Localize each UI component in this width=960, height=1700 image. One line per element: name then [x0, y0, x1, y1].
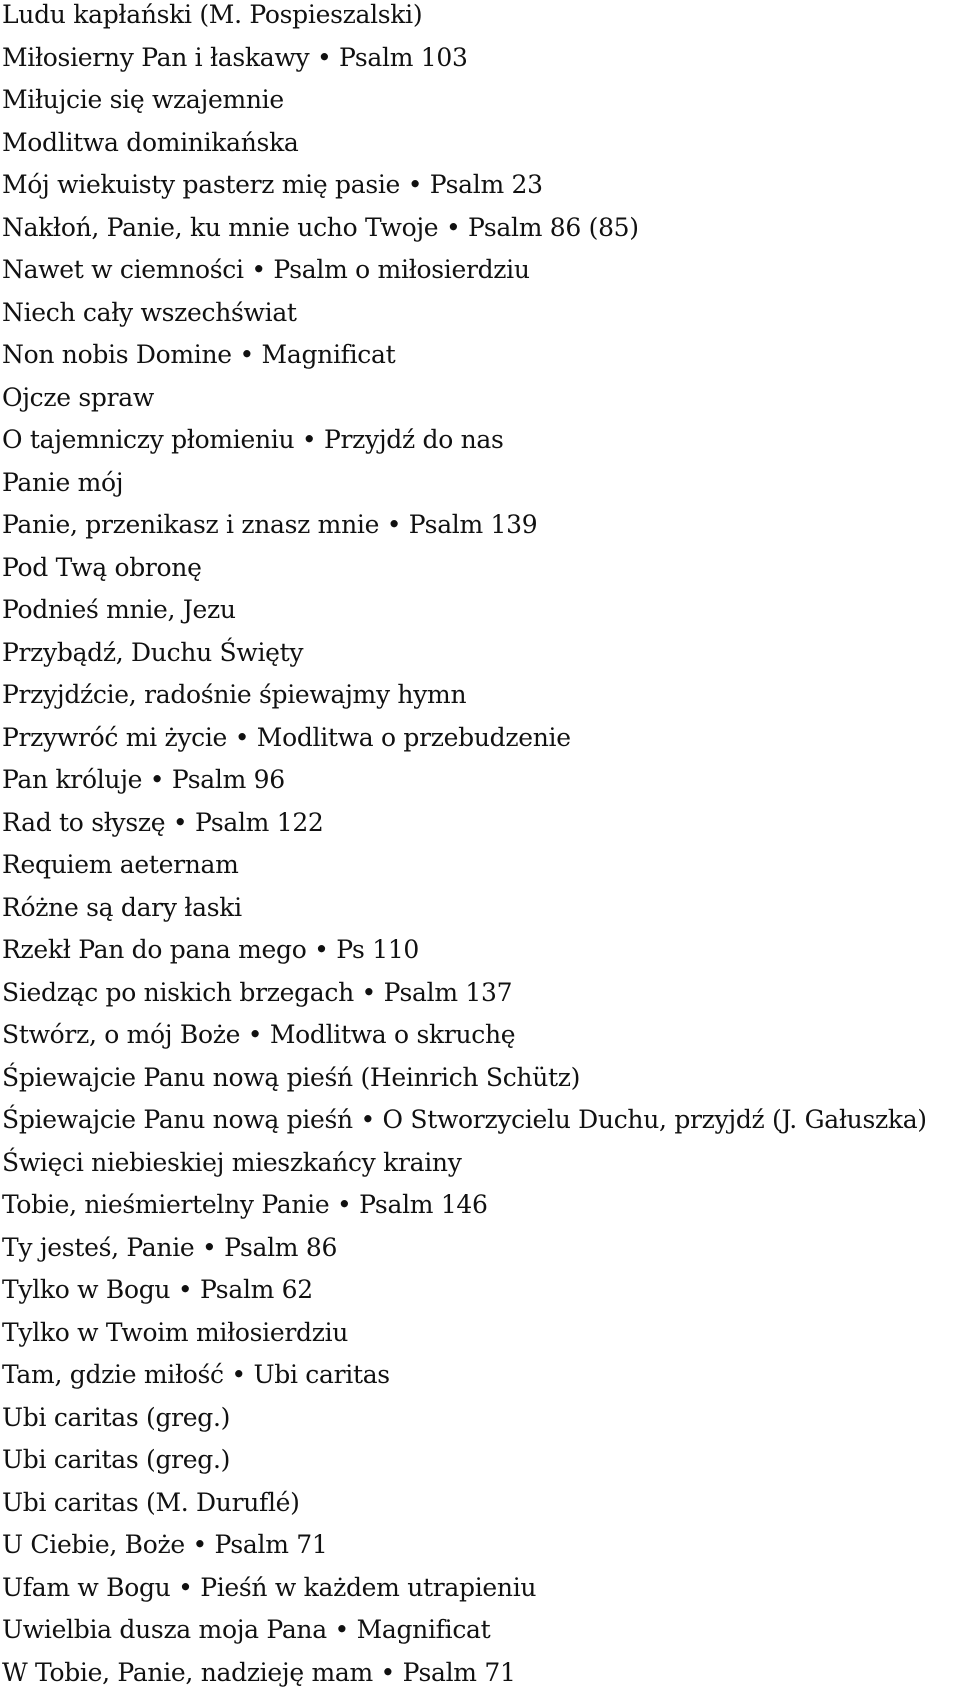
- list-item: Pod Twą obronę: [0, 553, 960, 596]
- list-item: Śpiewajcie Panu nową pieśń • O Stworzycielu Duchu, przyjdź (J. Gałuszka): [0, 1105, 960, 1148]
- list-item: Ty jesteś, Panie • Psalm 86: [0, 1233, 960, 1276]
- list-item: Requiem aeternam: [0, 850, 960, 893]
- list-item: Ufam w Bogu • Pieśń w każdem utrapieniu: [0, 1573, 960, 1616]
- list-item: Przywróć mi życie • Modlitwa o przebudzenie: [0, 723, 960, 766]
- list-item: Ubi caritas (M. Duruflé): [0, 1488, 960, 1531]
- list-item: Tylko w Bogu • Psalm 62: [0, 1275, 960, 1318]
- list-item: W Tobie, Panie, nadzieję mam • Psalm 71: [0, 1658, 960, 1700]
- list-item: Ojcze spraw: [0, 383, 960, 426]
- list-item: Ubi caritas (greg.): [0, 1445, 960, 1488]
- list-item: Mój wiekuisty pasterz mię pasie • Psalm 23: [0, 170, 960, 213]
- list-item: Modlitwa dominikańska: [0, 128, 960, 171]
- list-item: Podnieś mnie, Jezu: [0, 595, 960, 638]
- list-item: Święci niebieskiej mieszkańcy krainy: [0, 1148, 960, 1191]
- list-item: Różne są dary łaski: [0, 893, 960, 936]
- list-item: Tam, gdzie miłość • Ubi caritas: [0, 1360, 960, 1403]
- list-item: U Ciebie, Boże • Psalm 71: [0, 1530, 960, 1573]
- list-item: Nakłoń, Panie, ku mnie ucho Twoje • Psalm 86 (85): [0, 213, 960, 256]
- list-item: Tobie, nieśmiertelny Panie • Psalm 146: [0, 1190, 960, 1233]
- list-item: Miłujcie się wzajemnie: [0, 85, 960, 128]
- list-item: Przyjdźcie, radośnie śpiewajmy hymn: [0, 680, 960, 723]
- list-item: Miłosierny Pan i łaskawy • Psalm 103: [0, 43, 960, 86]
- list-item: Przybądź, Duchu Święty: [0, 638, 960, 681]
- list-item: Ludu kapłański (M. Pospieszalski): [0, 0, 960, 43]
- list-item: Rad to słyszę • Psalm 122: [0, 808, 960, 851]
- list-item: Rzekł Pan do pana mego • Ps 110: [0, 935, 960, 978]
- list-item: O tajemniczy płomieniu • Przyjdź do nas: [0, 425, 960, 468]
- list-item: Tylko w Twoim miłosierdziu: [0, 1318, 960, 1361]
- list-item: Ubi caritas (greg.): [0, 1403, 960, 1446]
- list-item: Non nobis Domine • Magnificat: [0, 340, 960, 383]
- list-item: Panie, przenikasz i znasz mnie • Psalm 139: [0, 510, 960, 553]
- list-item: Uwielbia dusza moja Pana • Magnificat: [0, 1615, 960, 1658]
- list-item: Nawet w ciemności • Psalm o miłosierdziu: [0, 255, 960, 298]
- list-item: Pan króluje • Psalm 96: [0, 765, 960, 808]
- list-item: Siedząc po niskich brzegach • Psalm 137: [0, 978, 960, 1021]
- list-item: Panie mój: [0, 468, 960, 511]
- list-item: Stwórz, o mój Boże • Modlitwa o skruchę: [0, 1020, 960, 1063]
- list-item: Niech cały wszechświat: [0, 298, 960, 341]
- list-item: Śpiewajcie Panu nową pieśń (Heinrich Schütz): [0, 1063, 960, 1106]
